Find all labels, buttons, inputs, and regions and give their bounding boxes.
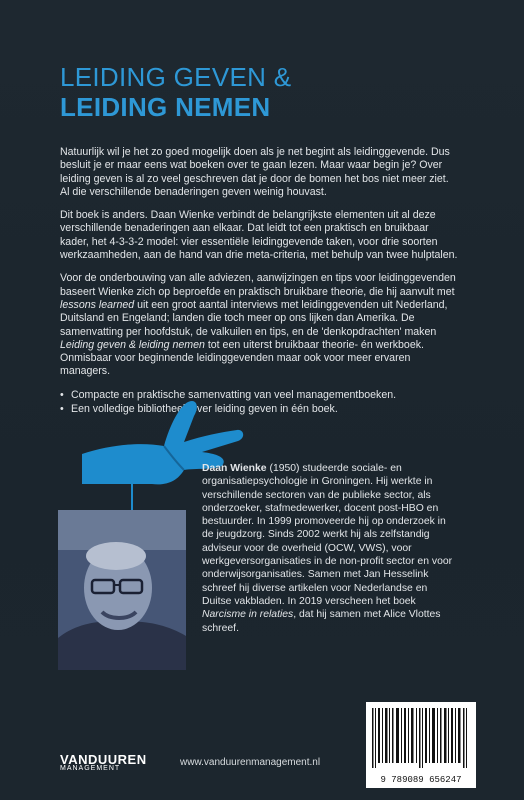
author-photo [58,510,186,670]
blurb-p3-emphasis-2: Leiding geven & leiding nemen [60,338,205,351]
title-line-1: LEIDING GEVEN & [60,62,292,92]
publisher-logo-sub: MANAGEMENT [60,765,121,772]
isbn-number: 9 789089 656247 [380,775,462,785]
book-title [60,62,291,122]
blurb-paragraph-3 [60,272,460,378]
publisher-logo-main: VANDUUREN [60,752,147,767]
blurb-paragraph-1: Natuurlijk wil je het zo goed mogelijk doen als je net begint als leidinggevende. Dus besluit je er maar eens wat boeken over te gaan lezen. Maar waar begin je? Over leiding geven is al zo veel geschreven dat je door de bomen het bos niet meer ziet. Al die verschillende benaderingen geven weinig houvast. [60,146,450,198]
publisher-logo [60,752,147,772]
bio-part1: (1950) studeerde sociale- en organisatiepsychologie in Groningen. Hij werkte in verschillende sectoren van de publieke sector, als onderzoeker, stafmedewerker, docent post-HBO en bestuurder. In 1999 promoveerde hij op onderzoek in de jeugdzorg. Sinds 2002 werkt hij als zelfstandig adviseur voor de overheid (OCW, VWS), voor werkgeversorganisaties in de non-profit sector en voor onderwijsorganisaties. Samen met Jan Hesselink schreef hij diverse artikelen voor Nederlandse en Duitse vakbladen. In 2019 verscheen het boek [202,463,453,607]
blurb [60,146,460,417]
blurb-p3-emphasis-1: lessons learned [60,298,135,311]
barcode-bars [366,702,476,772]
blurb-p3-part2: uit een groot aantal interviews met leidinggevenden uit Nederland, Duitsland en Engeland; landen die toch meer op ons lijken dan Amerika. De samenvatting per hoofdstuk, de valkuilen en tips, en de 'denkopdrachten' maken [60,298,448,338]
bio-part2: , dat hij samen met Alice Vlottes schreef. [202,609,441,634]
bullet-item: • Een volledige bibliotheek over leiding geven in één boek. [60,403,460,416]
author-bio [202,462,456,635]
author-name: Daan Wienke [202,463,267,474]
blurb-p3-part1: Voor de onderbouwing van alle adviezen, aanwijzingen en tips voor leidinggevenden baseert Wienke zich op beproefde en praktisch bruikbare theorie, die hij aanvult met [60,272,456,298]
blurb-paragraph-2: Dit boek is anders. Daan Wienke verbindt de belangrijkste elementen uit al deze verschillende benaderingen aan elkaar. Dat leidt tot een praktisch en bruikbaar kader, het 4-3-3-2 model: vier essentiële leidinggevende taken, voor drie soorten werkzaamheden, aan de hand van drie meta-criteria, met behulp van twee hulptalen. [60,209,458,262]
bio-book-title: Narcisme in relaties [202,609,294,621]
blurb-p3-part3: tot een uiterst bruikbaar theorie- én werkboek. Onmisbaar voor beginnende leidinggevenden maar ook voor meer ervaren managers. [60,338,424,378]
isbn-barcode [366,702,476,788]
title-line-2: LEIDING NEMEN [60,92,271,122]
publisher-url: www.vanduurenmanagement.nl [180,757,321,768]
bullet-item: • Compacte en praktische samenvatting van veel managementboeken. [60,389,460,402]
